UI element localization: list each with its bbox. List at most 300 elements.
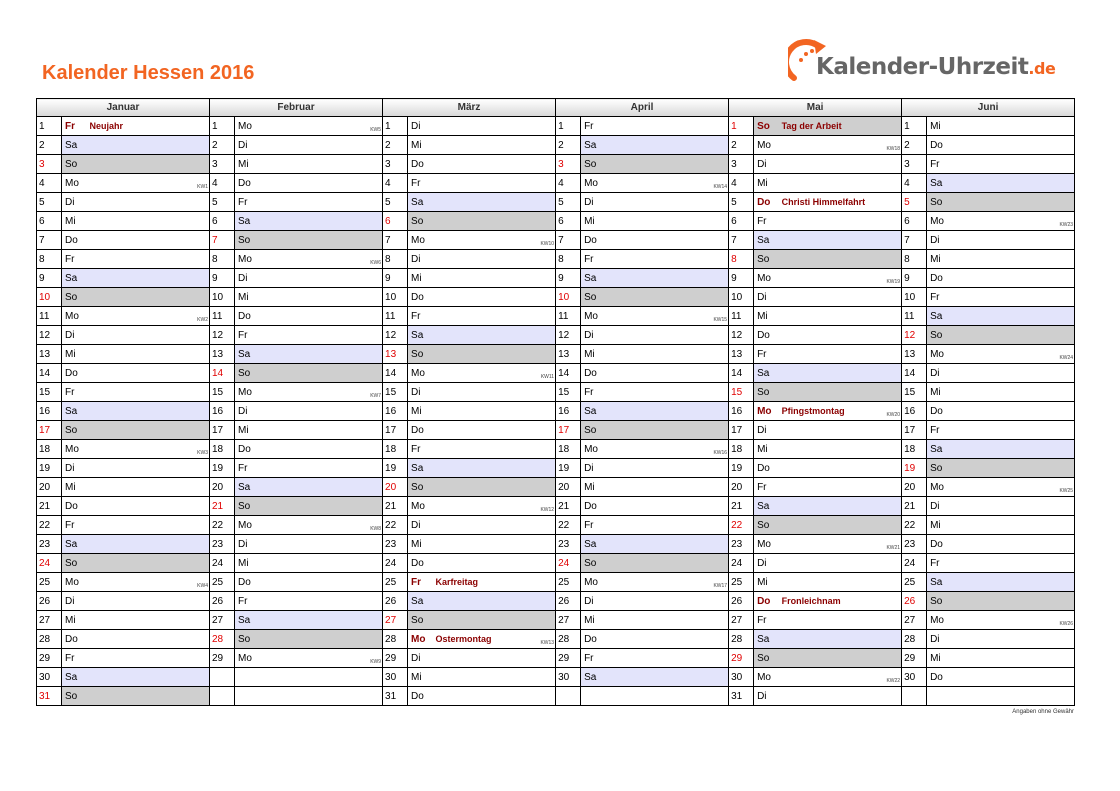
day-note [607,535,729,554]
weekday: Di [754,421,780,440]
weekday: Mi [754,573,780,592]
day-note [434,364,556,383]
day-note [780,231,902,250]
day-note [88,231,210,250]
day-note [88,649,210,668]
weekday: Sa [235,611,261,630]
day-note [88,288,210,307]
day-number: 9 [902,269,927,288]
day-note [261,136,383,155]
day-number: 4 [902,174,927,193]
weekday: Mo [235,649,261,668]
day-note [261,193,383,212]
day-note [953,668,1075,687]
day-number: 22 [902,516,927,535]
weekday: Di [62,326,88,345]
weekday: So [581,155,607,174]
day-note [780,592,902,611]
day-note [953,193,1075,212]
day-note [88,326,210,345]
weekday: Di [581,592,607,611]
day-number: 29 [902,649,927,668]
day-note [88,592,210,611]
day-number: 24 [556,554,581,573]
day-note [780,611,902,630]
day-number: 26 [902,592,927,611]
weekday: Sa [62,535,88,554]
day-number: 18 [729,440,754,459]
weekday: Mi [927,250,953,269]
day-number: 6 [556,212,581,231]
weekday: Di [927,364,953,383]
day-number: 23 [210,535,235,554]
day-number: 3 [37,155,62,174]
day-number: 27 [383,611,408,630]
weekday: Di [581,193,607,212]
day-note [780,535,902,554]
day-number: 30 [37,668,62,687]
day-note [780,459,902,478]
day-number: 14 [37,364,62,383]
weekday: Sa [927,440,953,459]
calendar-row [37,345,1075,364]
day-note [434,421,556,440]
weekday: Do [408,687,434,706]
calendar-row [37,136,1075,155]
day-number: 1 [729,117,754,136]
day-number: 23 [729,535,754,554]
day-number: 15 [383,383,408,402]
day-number: 16 [902,402,927,421]
day-note [88,193,210,212]
weekday: So [754,383,780,402]
day-note [434,326,556,345]
disclaimer-note: Angaben ohne Gewähr [1012,709,1074,715]
day-number: 21 [383,497,408,516]
weekday: Mi [581,478,607,497]
weekday: Mo [927,212,953,231]
day-note [434,478,556,497]
day-note [953,345,1075,364]
weekday: Mo [235,117,261,136]
weekday: Sa [927,307,953,326]
day-number: 23 [556,535,581,554]
weekday: Do [754,193,780,212]
weekday: Sa [62,136,88,155]
day-note [88,497,210,516]
month-header: März [383,99,556,117]
weekday: Fr [235,326,261,345]
day-number: 3 [729,155,754,174]
weekday: Di [754,554,780,573]
day-number: 10 [210,288,235,307]
weekday: Mi [408,269,434,288]
day-note [780,649,902,668]
day-number: 16 [37,402,62,421]
day-note [261,383,383,402]
weekday: Mo [581,440,607,459]
weekday: Mi [235,288,261,307]
day-note [434,459,556,478]
day-number: 10 [729,288,754,307]
day-note [953,364,1075,383]
day-note [953,212,1075,231]
weekday: Fr [927,288,953,307]
holiday-name: Pfingstmontag [781,405,845,416]
day-number: 27 [729,611,754,630]
day-note [607,136,729,155]
weekday [581,687,607,706]
day-number: 1 [383,117,408,136]
day-number: 5 [37,193,62,212]
page-title: Kalender Hessen 2016 [42,62,255,84]
day-number: 15 [37,383,62,402]
day-number: 31 [383,687,408,706]
weekday: Do [927,136,953,155]
day-number: 18 [37,440,62,459]
day-note [261,307,383,326]
site-logo[interactable] [788,36,1078,92]
day-number: 22 [383,516,408,535]
day-number: 27 [37,611,62,630]
weekday: Mo [754,535,780,554]
day-note [780,668,902,687]
weekday: Di [235,402,261,421]
weekday: Do [581,630,607,649]
weekday: Fr [581,250,607,269]
day-number: 24 [902,554,927,573]
day-note [607,516,729,535]
day-note [953,326,1075,345]
weekday: Sa [235,478,261,497]
day-number: 7 [210,231,235,250]
day-note [261,364,383,383]
day-note [261,535,383,554]
day-number: 11 [383,307,408,326]
week-number: KW8 [370,526,382,532]
day-note [607,307,729,326]
day-number: 5 [556,193,581,212]
weekday: Mo [62,307,88,326]
weekday: So [408,611,434,630]
weekday: So [235,630,261,649]
weekday: Mo [581,174,607,193]
day-number: 1 [556,117,581,136]
day-note [88,554,210,573]
day-number: 20 [37,478,62,497]
day-note [953,269,1075,288]
day-number: 23 [902,535,927,554]
day-number: 2 [902,136,927,155]
calendar-row [37,269,1075,288]
day-note [261,421,383,440]
month-header: Juni [902,99,1075,117]
day-note [88,573,210,592]
day-note [261,630,383,649]
week-number: KW6 [370,260,382,266]
day-number: 9 [383,269,408,288]
day-note [434,212,556,231]
day-note [607,630,729,649]
day-note [780,269,902,288]
weekday: Sa [581,402,607,421]
weekday: Do [927,269,953,288]
weekday: Mo [581,573,607,592]
day-number: 30 [729,668,754,687]
calendar-row [37,459,1075,478]
day-note [434,573,556,592]
day-note [953,649,1075,668]
week-number: KW23 [1059,222,1074,228]
day-number: 4 [729,174,754,193]
day-note [953,516,1075,535]
day-note [88,611,210,630]
weekday: Do [754,326,780,345]
day-note [88,383,210,402]
day-number: 13 [383,345,408,364]
day-note [607,592,729,611]
weekday: Di [754,687,780,706]
calendar-row [37,573,1075,592]
day-number: 6 [210,212,235,231]
day-number: 19 [902,459,927,478]
day-number: 25 [37,573,62,592]
weekday: Fr [581,516,607,535]
weekday: Mi [408,136,434,155]
calendar-row [37,611,1075,630]
day-note [434,516,556,535]
calendar-row [37,497,1075,516]
weekday: Fr [408,174,434,193]
weekday: Do [408,288,434,307]
day-note [780,117,902,136]
day-number: 20 [210,478,235,497]
day-number: 22 [210,516,235,535]
day-note [88,478,210,497]
day-note [607,231,729,250]
calendar-row [37,212,1075,231]
day-note [607,573,729,592]
day-note [780,155,902,174]
weekday: Fr [754,212,780,231]
weekday: Mo [235,383,261,402]
calendar-row [37,630,1075,649]
day-number [210,687,235,706]
weekday: So [408,212,434,231]
weekday: Mo [408,364,434,383]
weekday: Di [408,117,434,136]
weekday: So [581,554,607,573]
day-note [434,592,556,611]
day-note [261,459,383,478]
day-note [434,630,556,649]
weekday: Di [927,231,953,250]
weekday: So [581,288,607,307]
day-number: 22 [37,516,62,535]
day-note [261,326,383,345]
day-number: 17 [729,421,754,440]
calendar-row [37,554,1075,573]
day-number: 24 [37,554,62,573]
day-note [780,630,902,649]
day-number: 20 [729,478,754,497]
weekday: Mo [62,573,88,592]
weekday: So [754,250,780,269]
weekday: Di [408,383,434,402]
weekday [235,668,261,687]
day-number: 19 [729,459,754,478]
day-number: 25 [383,573,408,592]
day-note [88,668,210,687]
weekday: Mo [754,668,780,687]
week-number: KW12 [540,507,555,513]
weekday: Mi [927,516,953,535]
day-note [953,174,1075,193]
calendar-row [37,250,1075,269]
holiday-name: Ostermontag [435,633,492,644]
day-number: 1 [902,117,927,136]
day-number: 8 [383,250,408,269]
day-number: 23 [37,535,62,554]
week-number: KW15 [713,317,728,323]
calendar-row [37,193,1075,212]
weekday: Mi [235,155,261,174]
weekday: Sa [581,136,607,155]
day-number: 6 [37,212,62,231]
day-note [434,193,556,212]
weekday: So [62,155,88,174]
day-note [607,478,729,497]
weekday: Di [408,516,434,535]
weekday: Fr [754,478,780,497]
day-note [607,326,729,345]
weekday: So [62,288,88,307]
day-note [261,269,383,288]
day-note [434,345,556,364]
day-note [261,478,383,497]
day-number: 19 [37,459,62,478]
weekday: Sa [754,364,780,383]
calendar-row [37,231,1075,250]
weekday: Fr [581,383,607,402]
day-note [88,212,210,231]
day-note [953,231,1075,250]
weekday: Mi [62,345,88,364]
day-note [607,212,729,231]
day-note [780,307,902,326]
weekday: Mo [754,402,780,421]
day-number: 11 [210,307,235,326]
day-note [88,440,210,459]
day-note [607,364,729,383]
week-number: KW10 [540,241,555,247]
day-number: 28 [37,630,62,649]
day-note [607,402,729,421]
weekday: So [927,193,953,212]
weekday: Do [62,364,88,383]
weekday: Sa [62,402,88,421]
day-note [607,554,729,573]
day-number: 19 [210,459,235,478]
day-number: 17 [902,421,927,440]
holiday-name: Tag der Arbeit [781,120,842,131]
day-note [780,440,902,459]
logo-text [816,54,1055,80]
day-number: 9 [210,269,235,288]
weekday: Fr [408,307,434,326]
day-note [780,364,902,383]
day-note [434,231,556,250]
day-number: 26 [383,592,408,611]
day-note [607,345,729,364]
day-note [780,288,902,307]
day-note [434,269,556,288]
day-note [607,117,729,136]
weekday [235,687,261,706]
weekday: Mi [581,345,607,364]
week-number: KW26 [1059,621,1074,627]
weekday: Di [408,250,434,269]
day-note [780,516,902,535]
day-note [953,554,1075,573]
weekday: Mi [408,402,434,421]
weekday: Fr [754,345,780,364]
day-note [953,459,1075,478]
day-number: 21 [37,497,62,516]
day-number: 24 [210,554,235,573]
day-number: 10 [37,288,62,307]
weekday: Sa [927,174,953,193]
weekday: Do [927,668,953,687]
day-note [780,212,902,231]
weekday: So [927,592,953,611]
day-note [261,668,383,687]
day-note [261,649,383,668]
day-number: 8 [556,250,581,269]
day-note [434,687,556,706]
day-number: 12 [383,326,408,345]
weekday: Do [235,174,261,193]
day-number: 13 [902,345,927,364]
weekday: Di [62,459,88,478]
day-number: 11 [37,307,62,326]
day-number: 24 [383,554,408,573]
day-note [780,345,902,364]
holiday-name: Karfreitag [435,576,479,587]
day-number: 3 [210,155,235,174]
weekday: Mo [235,516,261,535]
weekday: Mi [927,649,953,668]
day-note [88,459,210,478]
day-note [953,136,1075,155]
weekday: Do [408,554,434,573]
day-number: 9 [556,269,581,288]
day-number: 13 [556,345,581,364]
calendar-row [37,421,1075,440]
calendar-row [37,155,1075,174]
calendar-row [37,535,1075,554]
day-note [953,440,1075,459]
day-number: 14 [210,364,235,383]
day-number: 9 [37,269,62,288]
day-number: 15 [210,383,235,402]
day-number: 26 [210,592,235,611]
day-note [434,554,556,573]
day-note [953,383,1075,402]
weekday: Di [62,592,88,611]
weekday: Di [62,193,88,212]
day-note [88,155,210,174]
